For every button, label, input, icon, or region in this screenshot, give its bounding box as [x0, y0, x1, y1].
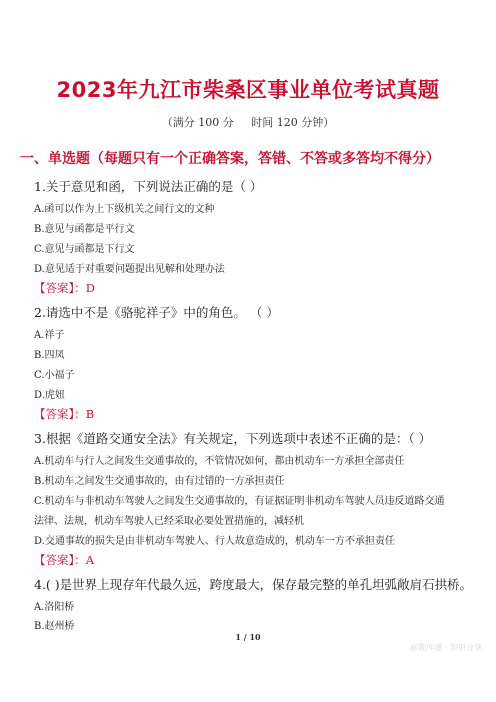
- option-4a: A.洛阳桥: [34, 602, 75, 613]
- option-2a: A.祥子: [34, 330, 65, 341]
- option-1d: D.意见适于对重要问题提出见解和处理办法: [34, 264, 225, 275]
- document-title: 2023年九江市柴桑区事业单位考试真题: [56, 78, 440, 102]
- option-1b: B.意见与函都是平行文: [34, 224, 135, 235]
- answer-3: 【答案】：A: [34, 553, 95, 567]
- option-2d: D.虎妞: [34, 390, 65, 401]
- option-3d: D.交通事故的损失是由非机动车驾驶人、行人故意造成的，机动车一方不承担责任: [34, 536, 395, 547]
- option-2c: C.小福子: [34, 370, 75, 381]
- answer-1: 【答案】：D: [34, 281, 95, 295]
- option-3c-cont: 法律、法规，机动车驾驶人已经采取必要处置措施的，减轻机: [34, 516, 304, 527]
- option-3c: C.机动车与非机动车驾驶人之间发生交通事故的，有证据证明非机动车驾驶人员违反道路交通: [34, 496, 445, 507]
- option-3a: A.机动车与行人之间发生交通事故的，不管情况如何，都由机动车一方承担全部责任: [34, 456, 405, 467]
- section-heading: 一、单选题（每题只有一个正确答案，答错、不答或多答均不得分）: [20, 151, 440, 167]
- question-stem-4: 4.( )是世界上现存年代最久远，跨度最大，保存最完整的单孔坦弧敞肩石拱桥。: [34, 577, 473, 592]
- page-number: 1 / 10: [235, 632, 261, 642]
- watermark: @题库通 · 知识分享: [410, 643, 482, 652]
- exam-info: （满分 100 分 时间 120 分钟）: [161, 116, 335, 129]
- question-stem-1: 1.关于意见和函，下列说法正确的是（ ）: [34, 179, 263, 194]
- option-1c: C.意见与函都是下行文: [34, 244, 135, 255]
- option-2b: B.四凤: [34, 350, 65, 361]
- question-stem-3: 3.根据《道路交通安全法》有关规定，下列选项中表述不正确的是：（ ）: [34, 431, 432, 446]
- option-3b: B.机动车之间发生交通事故的，由有过错的一方承担责任: [34, 476, 285, 487]
- option-1a: A.函可以作为上下级机关之间行文的文种: [34, 204, 215, 215]
- answer-2: 【答案】：B: [34, 407, 95, 421]
- option-4b: B.赵州桥: [34, 621, 75, 632]
- question-stem-2: 2.请选中不是《骆驼祥子》中的角色。 （ ）: [34, 305, 279, 320]
